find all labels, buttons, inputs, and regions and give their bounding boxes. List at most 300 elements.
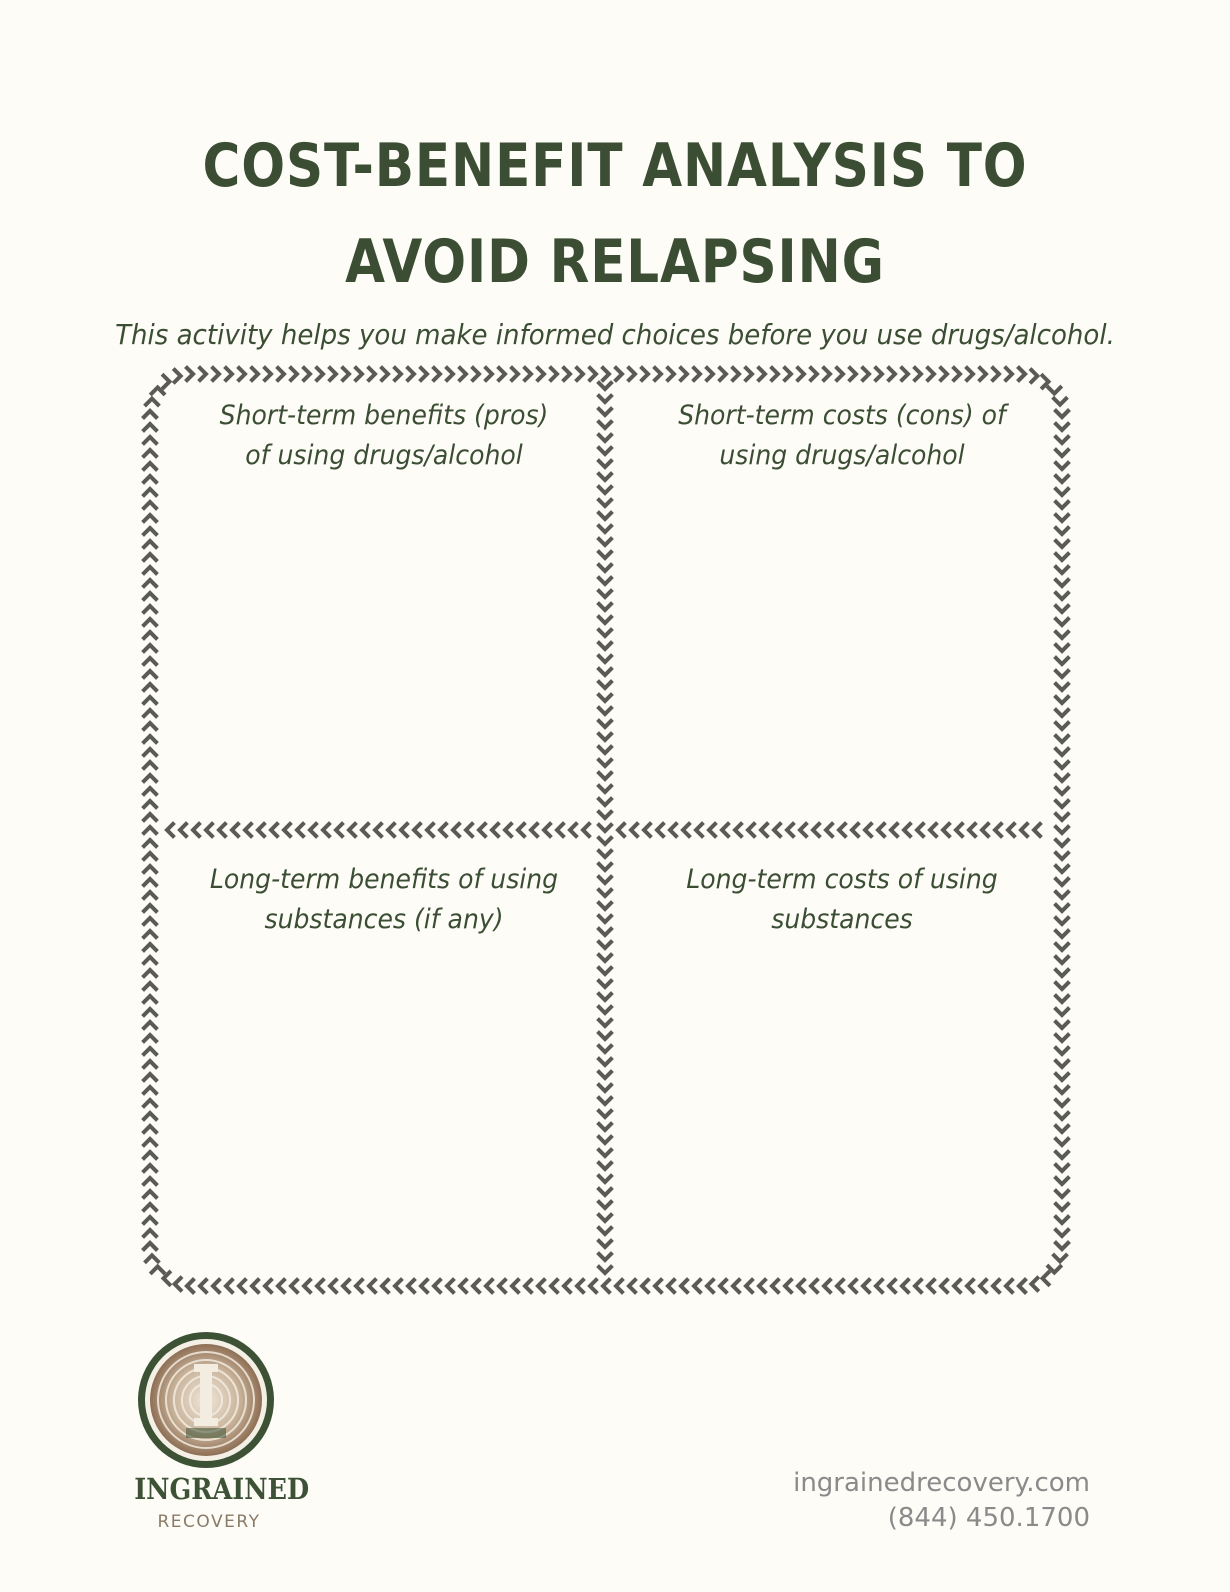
chevron-mark [531,824,537,836]
chevron-mark [599,890,611,896]
chevron-mark [144,931,156,937]
chevron-mark [616,1280,622,1292]
chevron-mark [518,824,524,836]
chevron-mark [1034,824,1040,836]
chevron-mark [707,1280,713,1292]
chevron-mark [599,994,611,1000]
chevron-mark [408,368,414,380]
chevron-mark [863,1280,869,1292]
chevron-mark [382,1280,388,1292]
chevron-mark [1056,1022,1068,1028]
chevron-mark [1056,814,1068,820]
chevron-mark [369,1280,375,1292]
chevron-mark [811,1280,817,1292]
chevron-mark [850,1280,856,1292]
chevron-mark [1056,1243,1068,1249]
chevron-mark [642,1280,648,1292]
chevron-mark [599,682,611,688]
chevron-mark [720,368,726,380]
chevron-mark [1056,905,1068,911]
chevron-mark [304,1280,310,1292]
chevron-mark [967,368,973,380]
chevron-mark [144,684,156,690]
contact-website[interactable]: ingrainedrecovery.com [793,1468,1090,1498]
chevron-mark [239,368,245,380]
chevron-mark [941,1280,947,1292]
chevron-mark [1056,606,1068,612]
chevron-mark [538,368,544,380]
chevron-mark [1056,996,1068,1002]
chevron-mark [720,1280,726,1292]
chevron-mark [599,1007,611,1013]
chevron-mark [1056,411,1068,417]
chevron-mark [499,368,505,380]
chevron-mark [707,368,713,380]
chevron-mark [865,824,871,836]
chevron-mark [599,1085,611,1091]
chevron-mark [599,474,611,480]
chevron-mark [265,1280,271,1292]
chevron-mark [144,593,156,599]
chevron-mark [492,824,498,836]
chevron-mark [1056,424,1068,430]
chevron-mark [839,824,845,836]
chevron-mark [144,658,156,664]
chevron-mark [144,944,156,950]
chevron-mark [144,736,156,742]
chevron-mark [512,368,518,380]
chevron-mark [1056,944,1068,950]
chevron-mark [144,424,156,430]
chevron-mark [982,824,988,836]
chevron-mark [599,461,611,467]
chevron-mark [995,824,1001,836]
chevron-mark [144,840,156,846]
chevron-mark [252,368,258,380]
chevron-mark [200,368,206,380]
chevron-mark [599,1059,611,1065]
chevron-mark [144,905,156,911]
chevron-mark [599,396,611,402]
chevron-mark [226,1280,232,1292]
chevron-mark [956,824,962,836]
chevron-mark [278,368,284,380]
chevron-mark [852,824,858,836]
chevron-mark [144,879,156,885]
quadrant-short-term-costs-label [647,396,1038,476]
chevron-mark [599,1046,611,1052]
chevron-mark [980,1280,986,1292]
chevron-mark [1031,1278,1037,1290]
chevron-mark [733,368,739,380]
quadrant-label-line: using drugs/alcohol [719,440,965,471]
chevron-mark [1056,450,1068,456]
quadrant-label-line: Long-term benefits of using [209,864,559,895]
chevron-mark [1056,1178,1068,1184]
chevron-mark [144,632,156,638]
chevron-mark [144,476,156,482]
chevron-mark [599,1124,611,1130]
chevron-mark [175,1278,181,1290]
chevron-mark [599,1267,611,1273]
chevron-mark [440,824,446,836]
chevron-mark [1056,1191,1068,1197]
chevron-mark [800,824,806,836]
chevron-mark [317,368,323,380]
chevron-mark [577,368,583,380]
chevron-mark [447,368,453,380]
chevron-mark [144,515,156,521]
chevron-mark [902,368,908,380]
chevron-mark [297,824,303,836]
chevron-mark [599,617,611,623]
chevron-mark [1056,476,1068,482]
chevron-mark [599,383,611,389]
page-subtitle: This activity helps you make informed choices before you use drugs/alcohol. [115,318,1115,351]
chevron-mark [466,824,472,836]
chevron-mark [226,368,232,380]
chevron-mark [629,1280,635,1292]
chevron-mark [473,1280,479,1292]
chevron-mark [599,942,611,948]
chevron-mark [175,370,181,382]
chevron-mark [564,368,570,380]
chevron-mark [1056,502,1068,508]
chevron-mark [239,1280,245,1292]
chevron-mark [993,1280,999,1292]
chevron-mark [564,1280,570,1292]
chevron-mark [434,1280,440,1292]
chevron-mark [144,450,156,456]
chevron-mark [336,824,342,836]
chevron-mark [891,824,897,836]
chevron-mark [993,368,999,380]
chevron-mark [144,1152,156,1158]
chevron-mark [1056,736,1068,742]
chevron-mark [1056,762,1068,768]
chevron-mark [657,824,663,836]
chevron-mark [928,1280,934,1292]
chevron-mark [551,368,557,380]
chevron-mark [258,824,264,836]
chevron-mark [1056,554,1068,560]
chevron-mark [798,368,804,380]
chevron-mark [1056,879,1068,885]
chevron-mark [343,368,349,380]
ingrained-recovery-logo [124,1330,310,1540]
chevron-mark [144,762,156,768]
chevron-mark [722,824,728,836]
chevron-mark [323,824,329,836]
chevron-mark [599,1189,611,1195]
chevron-mark [1056,1087,1068,1093]
chevron-mark [599,799,611,805]
chevron-mark [343,1280,349,1292]
chevron-mark [681,1280,687,1292]
chevron-mark [824,1280,830,1292]
chevron-mark [943,824,949,836]
chevron-mark [1056,1113,1068,1119]
chevron-mark [930,824,936,836]
chevron-mark [837,1280,843,1292]
chevron-mark [746,1280,752,1292]
chevron-mark [1019,368,1025,380]
chevron-mark [252,1280,258,1292]
tree-ring-emblem-icon [124,1330,294,1470]
chevron-mark [265,368,271,380]
chevron-mark [146,1255,158,1261]
chevron-mark [915,368,921,380]
chevron-mark [1056,970,1068,976]
chevron-mark [746,368,752,380]
chevron-mark [1056,957,1068,963]
chevron-mark [525,368,531,380]
chevron-mark [144,866,156,872]
chevron-mark [1056,775,1068,781]
chevron-mark [1056,983,1068,989]
chevron-mark [1056,1074,1068,1080]
chevron-mark [144,1022,156,1028]
chevron-mark [599,786,611,792]
chevron-mark [599,968,611,974]
chevron-mark [1056,515,1068,521]
chevron-mark [813,824,819,836]
chevron-mark [1054,399,1066,405]
chevron-mark [599,669,611,675]
chevron-mark [655,1280,661,1292]
chevron-mark [187,1280,193,1292]
chevron-mark [1056,489,1068,495]
chevron-mark [144,1048,156,1054]
chevron-mark [1056,1139,1068,1145]
chevron-mark [599,695,611,701]
chevron-mark [144,723,156,729]
chevron-mark [1056,541,1068,547]
chevron-mark [144,1113,156,1119]
chevron-mark [144,1087,156,1093]
page-title-line-1: COST-BENEFIT ANALYSIS TO [202,131,1028,201]
chevron-mark [772,368,778,380]
quadrant-long-term-costs-label [647,860,1038,940]
chevron-mark [144,1009,156,1015]
chevron-mark [330,1280,336,1292]
chevron-mark [1031,370,1037,382]
chevron-mark [144,619,156,625]
chevron-mark [599,539,611,545]
chevron-mark [1056,1230,1068,1236]
chevron-mark [599,838,611,844]
chevron-mark [144,567,156,573]
chevron-mark [599,643,611,649]
chevron-mark [599,1072,611,1078]
quadrant-label-line: Short-term benefits (pros) [219,400,549,431]
logo-subtitle: RECOVERY [157,1512,261,1532]
chevron-mark [1056,645,1068,651]
chevron-mark [278,1280,284,1292]
chevron-mark [144,1204,156,1210]
chevron-mark [144,1139,156,1145]
chevron-mark [599,1163,611,1169]
chevron-mark [144,502,156,508]
chevron-mark [644,824,650,836]
chevron-mark [144,801,156,807]
chevron-mark [206,824,212,836]
chevron-mark [434,368,440,380]
chevron-mark [759,368,765,380]
chevron-mark [954,368,960,380]
chevron-mark [144,1074,156,1080]
chevron-mark [144,1191,156,1197]
chevron-mark [144,1165,156,1171]
chevron-mark [599,708,611,714]
chevron-mark [144,775,156,781]
chevron-mark [1008,824,1014,836]
chevron-mark [629,368,635,380]
chevron-mark [761,824,767,836]
chevron-mark [1056,1061,1068,1067]
chevron-mark [421,368,427,380]
chevron-mark [1056,866,1068,872]
chevron-mark [655,368,661,380]
chevron-mark [144,957,156,963]
chevron-mark [1056,632,1068,638]
chevron-mark [1056,723,1068,729]
chevron-mark [599,435,611,441]
chevron-mark [144,853,156,859]
chevron-mark [144,411,156,417]
chevron-mark [599,734,611,740]
chevron-mark [447,1280,453,1292]
chevron-mark [1056,684,1068,690]
chevron-mark [291,1280,297,1292]
chevron-mark [902,1280,908,1292]
chevron-mark [599,721,611,727]
chevron-mark [837,368,843,380]
chevron-mark [599,1033,611,1039]
chevron-mark [486,368,492,380]
chevron-mark [1056,892,1068,898]
chevron-mark [590,1280,596,1292]
chevron-mark [144,996,156,1002]
chevron-mark [631,824,637,836]
chevron-mark [878,824,884,836]
chevron-mark [618,824,624,836]
chevron-mark [144,697,156,703]
chevron-mark [544,824,550,836]
chevron-mark [599,656,611,662]
chevron-mark [1056,1035,1068,1041]
chevron-mark [811,368,817,380]
chevron-mark [1056,918,1068,924]
chevron-mark [505,824,511,836]
chevron-mark [144,1178,156,1184]
chevron-mark [599,552,611,558]
chevron-mark [599,1254,611,1260]
quadrant-label-line: substances (if any) [264,904,504,935]
chevron-mark [599,565,611,571]
chevron-mark [187,368,193,380]
contact-phone[interactable]: (844) 450.1700 [887,1503,1090,1533]
chevron-mark [599,1111,611,1117]
chevron-mark [375,824,381,836]
chevron-mark [525,1280,531,1292]
chevron-mark [382,368,388,380]
chevron-mark [599,1020,611,1026]
quadrant-label-line: Short-term costs (cons) of [678,400,1006,431]
chevron-mark [889,1280,895,1292]
chevron-mark [1056,1204,1068,1210]
chevron-mark [146,399,158,405]
chevron-mark [219,824,225,836]
chevron-mark [144,489,156,495]
chevron-mark [1056,1165,1068,1171]
chevron-mark [915,1280,921,1292]
chevron-mark [144,918,156,924]
chevron-mark [850,368,856,380]
chevron-mark [144,541,156,547]
chevron-mark [1056,710,1068,716]
chevron-mark [694,368,700,380]
chevron-mark [1056,463,1068,469]
chevron-mark [759,1280,765,1292]
chevron-mark [473,368,479,380]
chevron-mark [557,824,563,836]
chevron-mark [551,1280,557,1292]
chevron-mark [670,824,676,836]
chevron-mark [599,981,611,987]
chevron-mark [144,671,156,677]
chevron-mark [1048,387,1060,393]
chevron-mark [144,463,156,469]
chevron-mark [144,580,156,586]
chevron-mark [144,554,156,560]
chevron-mark [694,1280,700,1292]
chevron-mark [590,368,596,380]
chevron-mark [599,851,611,857]
chevron-mark [310,824,316,836]
chevron-mark [876,368,882,380]
chevron-mark [362,824,368,836]
chevron-mark [1056,1126,1068,1132]
chevron-mark [512,1280,518,1292]
quadrant-label-line: substances [771,904,913,935]
chevron-mark [245,824,251,836]
chevron-mark [863,368,869,380]
chevron-mark [599,1176,611,1182]
chevron-mark [1021,824,1027,836]
chevron-mark [144,1230,156,1236]
chevron-mark [304,368,310,380]
chevron-mark [599,877,611,883]
chevron-mark [401,824,407,836]
chevron-mark [709,824,715,836]
chevron-mark [772,1280,778,1292]
chevron-mark [603,1280,609,1292]
chevron-mark [144,528,156,534]
chevron-mark [317,1280,323,1292]
quadrant-label-line: of using drugs/alcohol [245,440,523,471]
chevron-mark [683,824,689,836]
chevron-mark [599,1241,611,1247]
chevron-mark [928,368,934,380]
chevron-mark [668,368,674,380]
chevron-mark [599,1215,611,1221]
chevron-mark [388,824,394,836]
chevron-mark [144,827,156,833]
chevron-mark [774,824,780,836]
chevron-mark [1056,749,1068,755]
chevron-mark [1006,368,1012,380]
